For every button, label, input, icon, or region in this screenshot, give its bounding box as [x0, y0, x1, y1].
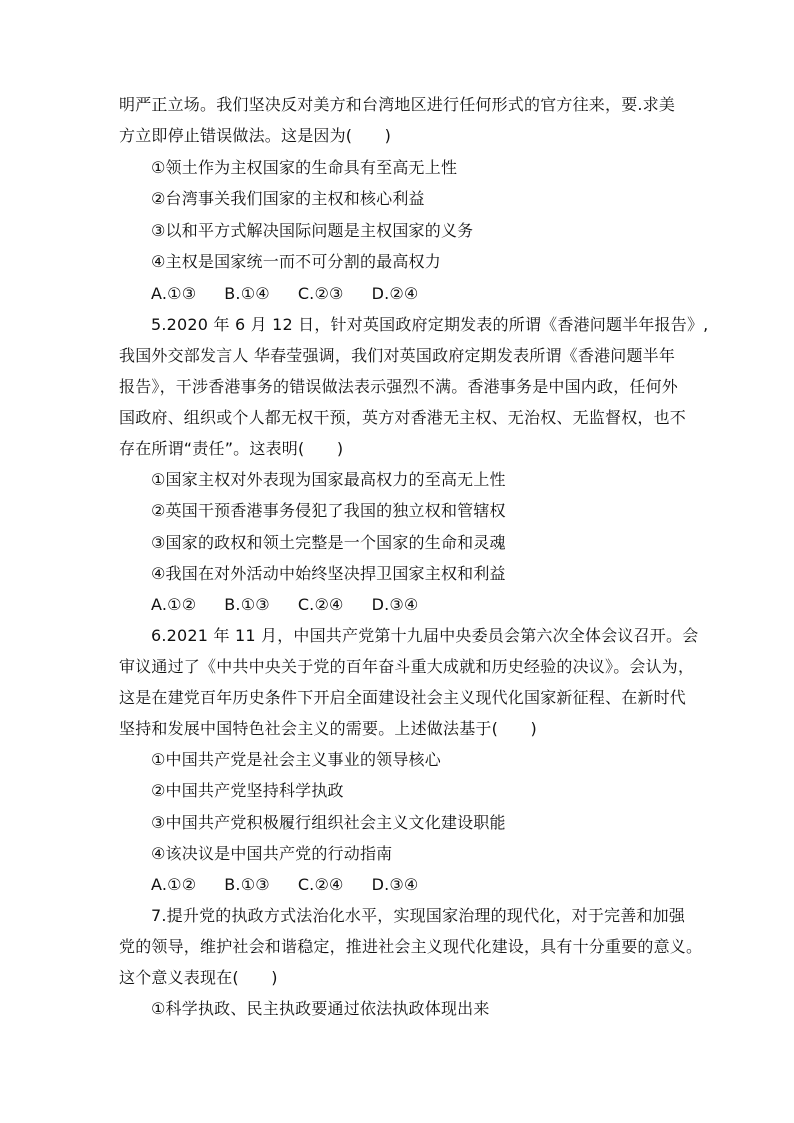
q4-item-2: ②台湾事关我们国家的主权和核心利益 [151, 189, 425, 208]
q5-item-4: ④我国在对外活动中始终坚决捍卫国家主权和利益 [151, 564, 506, 583]
q6-text-line-4: 坚持和发展中国特色社会主义的需要。上述做法基于( ) [119, 719, 537, 738]
q4-text-line-1: 明严正立场。我们坚决反对美方和台湾地区进行任何形式的官方往来，要.求美 [119, 95, 676, 114]
q5-option-a: A.①② [151, 595, 197, 614]
q5-text-line-3: 报告》，干涉香港事务的错误做法表示强烈不满。香港事务是中国内政，任何外 [119, 377, 679, 396]
q7-text-line-1: 7.提升党的执政方式法治化水平，实现国家治理的现代化，对于完善和加强 [151, 906, 686, 925]
q5-text-line-4: 国政府、组织或个人都无权干预，英方对香港无主权、无治权、无监督权，也不 [119, 408, 687, 427]
q4-option-c: C.②③ [297, 284, 344, 303]
q5-text-line-2: 我国外交部发言人 华春莹强调，我们对英国政府定期发表所谓《香港问题半年 [119, 346, 676, 365]
q4-options [151, 284, 446, 304]
q6-item-3: ③中国共产党积极履行组织社会主义文化建设职能 [151, 813, 506, 832]
q6-text-line-3: 这是在建党百年历史条件下开启全面建设社会主义现代化国家新征程、在新时代 [119, 688, 687, 707]
q5-option-c: C.②④ [297, 595, 344, 614]
q5-item-1: ①国家主权对外表现为国家最高权力的至高无上性 [151, 470, 506, 489]
q4-text-line-2: 方立即停止错误做法。这是因为( ) [119, 126, 392, 145]
q6-text-line-2: 审议通过了《中共中央关于党的百年奋斗重大成就和历史经验的决议》。会认为， [119, 657, 695, 676]
q5-option-d: D.③④ [371, 595, 419, 614]
q7-text-line-3: 这个意义表现在( ) [119, 968, 278, 987]
q6-option-a: A.①② [151, 875, 197, 894]
q6-options [151, 875, 446, 895]
q5-text-line-1: 5.2020 年 6 月 12 日，针对英国政府定期发表的所谓《香港问题半年报告》, [151, 315, 709, 334]
q6-item-2: ②中国共产党坚持科学执政 [151, 781, 344, 800]
q4-option-b: B.①④ [224, 284, 270, 303]
q6-text-line-1: 6.2021 年 11 月，中国共产党第十九届中央委员会第六次全体会议召开。会 [151, 626, 699, 645]
q6-item-1: ①中国共产党是社会主义事业的领导核心 [151, 750, 441, 769]
q7-text-line-2: 党的领导，维护社会和谐稳定，推进社会主义现代化建设，具有十分重要的意义。 [119, 937, 703, 956]
q6-option-d: D.③④ [371, 875, 419, 894]
q7-item-1: ①科学执政、民主执政要通过依法执政体现出来 [151, 999, 490, 1018]
q6-option-b: B.①③ [224, 875, 270, 894]
q6-option-c: C.②④ [297, 875, 344, 894]
q4-option-d: D.②④ [371, 284, 419, 303]
q4-item-1: ①领土作为主权国家的生命具有至高无上性 [151, 158, 458, 177]
q4-item-4: ④主权是国家统一而不可分割的最高权力 [151, 252, 441, 271]
q5-option-b: B.①③ [224, 595, 270, 614]
q4-option-a: A.①③ [151, 284, 197, 303]
q5-item-3: ③国家的政权和领土完整是一个国家的生命和灵魂 [151, 533, 506, 552]
q6-item-4: ④该决议是中国共产党的行动指南 [151, 844, 393, 863]
q5-options [151, 595, 446, 615]
q5-text-line-5: 存在所谓“责任”。这表明( ) [119, 439, 344, 458]
q4-item-3: ③以和平方式解决国际问题是主权国家的义务 [151, 221, 474, 240]
q5-item-2: ②英国干预香港事务侵犯了我国的独立权和管辖权 [151, 501, 506, 520]
